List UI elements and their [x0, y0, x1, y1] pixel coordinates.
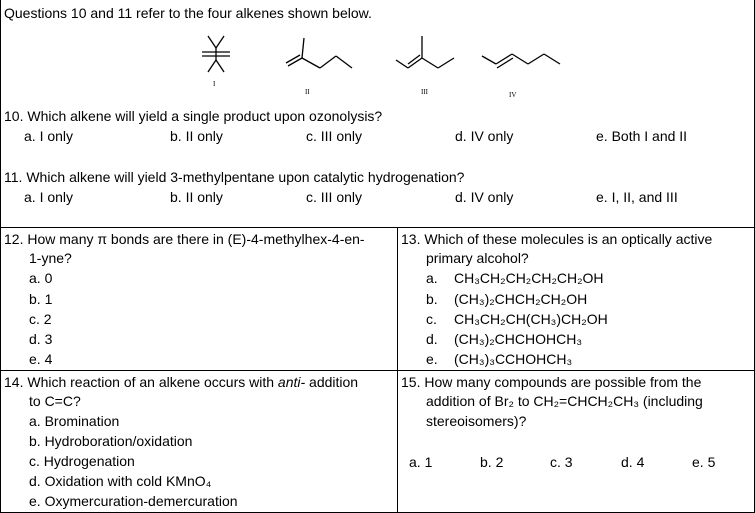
q12-option-c: c. 2 — [29, 311, 52, 327]
question-14-line1-post: addition — [305, 374, 359, 390]
q14-option-a: a. Bromination — [29, 413, 120, 429]
q13-option-a-formula: CH₃CH₂CH₂CH₂CH₂OH — [454, 270, 604, 286]
q15-option-d: d. 4 — [621, 454, 645, 470]
q11-option-a: a. I only — [24, 189, 74, 205]
question-12-line1: 12. How many π bonds are there in (E)-4-methylhex-4-en- — [4, 231, 365, 247]
question-12-line2: 1-yne? — [29, 250, 72, 266]
q13-option-e-letter: e. — [426, 351, 438, 367]
q15-option-e: e. 5 — [692, 454, 716, 470]
q11-option-d: d. IV only — [455, 189, 514, 205]
question-14-line1-emphasis: anti- — [277, 374, 306, 390]
question-14-line1 — [4, 373, 358, 391]
question-10: 10. Which alkene will yield a single product upon ozonolysis? — [4, 108, 383, 124]
q13-option-e-formula: (CH₃)₃CCHOHCH₃ — [454, 351, 573, 367]
header-text: Questions 10 and 11 refer to the four alkenes shown below. — [4, 5, 372, 21]
q10-option-c: c. III only — [306, 128, 363, 144]
q12-option-a: a. 0 — [29, 270, 53, 286]
question-15-line2: addition of Br₂ to CH₂=CHCH₂CH₃ (including — [426, 393, 703, 409]
q11-option-c: c. III only — [306, 189, 363, 205]
q14-option-b: b. Hydroboration/oxidation — [29, 433, 193, 449]
q14-option-d: d. Oxidation with cold KMnO₄ — [29, 473, 212, 489]
q12-option-e: e. 4 — [29, 351, 53, 367]
q15-option-a: a. 1 — [409, 454, 433, 470]
molecule-IV-label: IV — [509, 91, 517, 99]
q14-option-c: c. Hydrogenation — [29, 453, 135, 469]
question-14-line1-pre: 14. Which reaction of an alkene occurs with — [4, 374, 278, 390]
question-13-line1: 13. Which of these molecules is an optically active — [401, 231, 713, 247]
q10-option-b: b. II only — [170, 128, 223, 144]
q14-option-e: e. Oxymercuration-demercuration — [29, 493, 238, 509]
q12-option-b: b. 1 — [29, 291, 53, 307]
q10-option-a: a. I only — [24, 128, 74, 144]
question-13-line2: primary alcohol? — [426, 250, 529, 266]
q13-option-b-formula: (CH₃)₂CHCH₂CH₂OH — [454, 291, 588, 307]
molecule-III-label: III — [421, 88, 428, 96]
q11-option-b: b. II only — [170, 189, 223, 205]
question-15-line3: stereoisomers)? — [426, 413, 527, 429]
q15-option-b: b. 2 — [480, 454, 504, 470]
q13-option-c-formula: CH₃CH₂CH(CH₃)CH₂OH — [454, 311, 608, 327]
q13-option-b-letter: b. — [426, 291, 438, 307]
tetramethylethylene-structure-icon — [186, 30, 246, 80]
alkene-III-structure-icon — [392, 30, 472, 80]
q10-option-d: d. IV only — [455, 128, 514, 144]
question-14-line2: to C=C? — [29, 393, 81, 409]
q13-option-d-letter: d. — [426, 331, 438, 347]
molecule-II-label: II — [305, 88, 310, 96]
q15-option-c: c. 3 — [550, 454, 573, 470]
alkene-IV-structure-icon — [478, 42, 568, 82]
question-11: 11. Which alkene will yield 3-methylpentane upon catalytic hydrogenation? — [4, 169, 465, 185]
alkene-II-structure-icon — [280, 30, 360, 80]
q13-option-d-formula: (CH₃)₂CHCHOHCH₃ — [454, 331, 583, 347]
question-15-line1: 15. How many compounds are possible from the — [401, 374, 702, 390]
q10-option-e: e. Both I and II — [596, 128, 688, 144]
q11-option-e: e. I, II, and III — [596, 189, 678, 205]
q13-option-c-letter: c. — [426, 311, 437, 327]
q13-option-a-letter: a. — [426, 270, 438, 286]
molecule-I-label: I — [213, 80, 216, 88]
q12-option-d: d. 3 — [29, 331, 53, 347]
